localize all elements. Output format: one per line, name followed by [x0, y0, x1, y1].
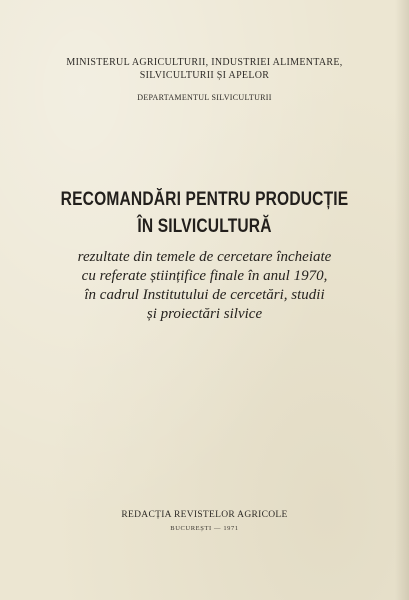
book-title-line: RECOMANDĂRI PENTRU PRODUCȚIE: [60, 189, 349, 210]
book-subtitle: [0, 248, 409, 324]
department-heading: DEPARTAMENTUL SILVICULTURII: [137, 93, 272, 102]
subtitle-line: în cadrul Institutului de cercetări, studii: [84, 287, 325, 303]
subtitle-line: rezultate din temele de cercetare încheiate: [77, 249, 332, 265]
publisher-name: REDACȚIA REVISTELOR AGRICOLE: [121, 510, 288, 520]
ministry-line: MINISTERUL AGRICULTURII, INDUSTRIEI ALIMENTARE,: [66, 57, 343, 68]
book-title-line: ÎN SILVICULTURĂ: [137, 216, 272, 237]
ministry-line: SILVICULTURII ȘI APELOR: [139, 70, 270, 81]
book-title: [37, 186, 372, 240]
ministry-heading: [0, 56, 409, 82]
subtitle-line: cu referate științifice finale în anul 1970,: [81, 268, 328, 284]
publication-place-year: BUCUREȘTI — 1971: [170, 525, 239, 532]
subtitle-line: și proiectări silvice: [146, 306, 263, 322]
